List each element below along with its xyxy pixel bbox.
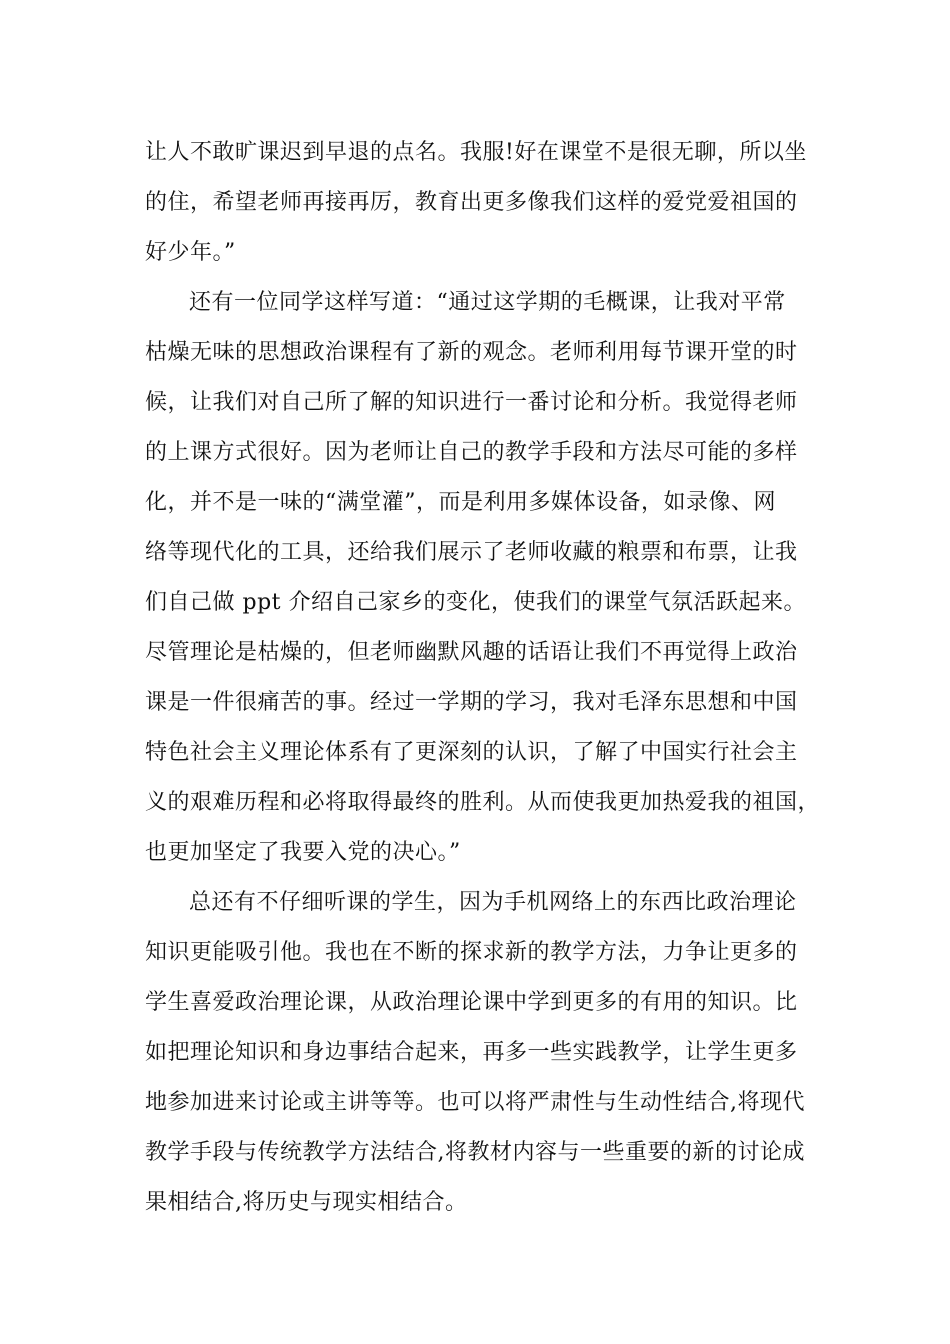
paragraph-2-line-5: 化，并不是一味的“满堂灌”，而是利用多媒体设备，如录像、网 bbox=[145, 490, 776, 515]
paragraph-2-line-6: 络等现代化的工具，还给我们展示了老师收藏的粮票和布票，让我 bbox=[145, 540, 798, 565]
paragraph-2-line-12: 也更加坚定了我要入党的决心。” bbox=[145, 840, 461, 865]
paragraph-3-line-4: 如把理论知识和身边事结合起来，再多一些实践教学，让学生更多 bbox=[145, 1040, 798, 1065]
paragraph-2-line-1: 还有一位同学这样写道：“通过这学期的毛概课，让我对平常 bbox=[189, 290, 786, 315]
document-body bbox=[145, 128, 821, 1228]
paragraph-3-line-2: 知识更能吸引他。我也在不断的探求新的教学方法，力争让更多的 bbox=[145, 940, 798, 965]
paragraph-2-line-2: 枯燥无味的思想政治课程有了新的观念。老师利用每节课开堂的时 bbox=[145, 340, 798, 365]
paragraph-3-line-6: 教学手段与传统教学方法结合,将教材内容与一些重要的新的讨论成 bbox=[145, 1140, 805, 1165]
paragraph-2-line-7: 们自己做 ppt 介绍自己家乡的变化，使我们的课堂气氛活跃起来。 bbox=[145, 590, 806, 615]
paragraph-2-line-11: 义的艰难历程和必将取得最终的胜利。从而使我更加热爱我的祖国， bbox=[145, 790, 821, 815]
paragraph-2-line-8: 尽管理论是枯燥的，但老师幽默风趣的话语让我们不再觉得上政治 bbox=[145, 640, 798, 665]
paragraph-3-line-3: 学生喜爱政治理论课，从政治理论课中学到更多的有用的知识。比 bbox=[145, 990, 798, 1015]
paragraph-1-line-1: 让人不敢旷课迟到早退的点名。我服!好在课堂不是很无聊，所以坐 bbox=[145, 140, 807, 165]
paragraph-3-line-1: 总还有不仔细听课的学生，因为手机网络上的东西比政治理论 bbox=[189, 890, 797, 915]
paragraph-1-line-3: 好少年。” bbox=[145, 240, 236, 265]
paragraph-3-line-7: 果相结合,将历史与现实相结合。 bbox=[145, 1190, 468, 1215]
paragraph-2-line-9: 课是一件很痛苦的事。经过一学期的学习，我对毛泽东思想和中国 bbox=[145, 690, 798, 715]
paragraph-2-line-3: 候，让我们对自己所了解的知识进行一番讨论和分析。我觉得老师 bbox=[145, 390, 798, 415]
paragraph-3-line-5: 地参加进来讨论或主讲等等。也可以将严肃性与生动性结合,将现代 bbox=[145, 1090, 805, 1115]
paragraph-2-line-10: 特色社会主义理论体系有了更深刻的认识，了解了中国实行社会主 bbox=[145, 740, 798, 765]
paragraph-1-line-2: 的住，希望老师再接再厉，教育出更多像我们这样的爱党爱祖国的 bbox=[145, 190, 798, 215]
paragraph-2-line-4: 的上课方式很好。因为老师让自己的教学手段和方法尽可能的多样 bbox=[145, 440, 798, 465]
